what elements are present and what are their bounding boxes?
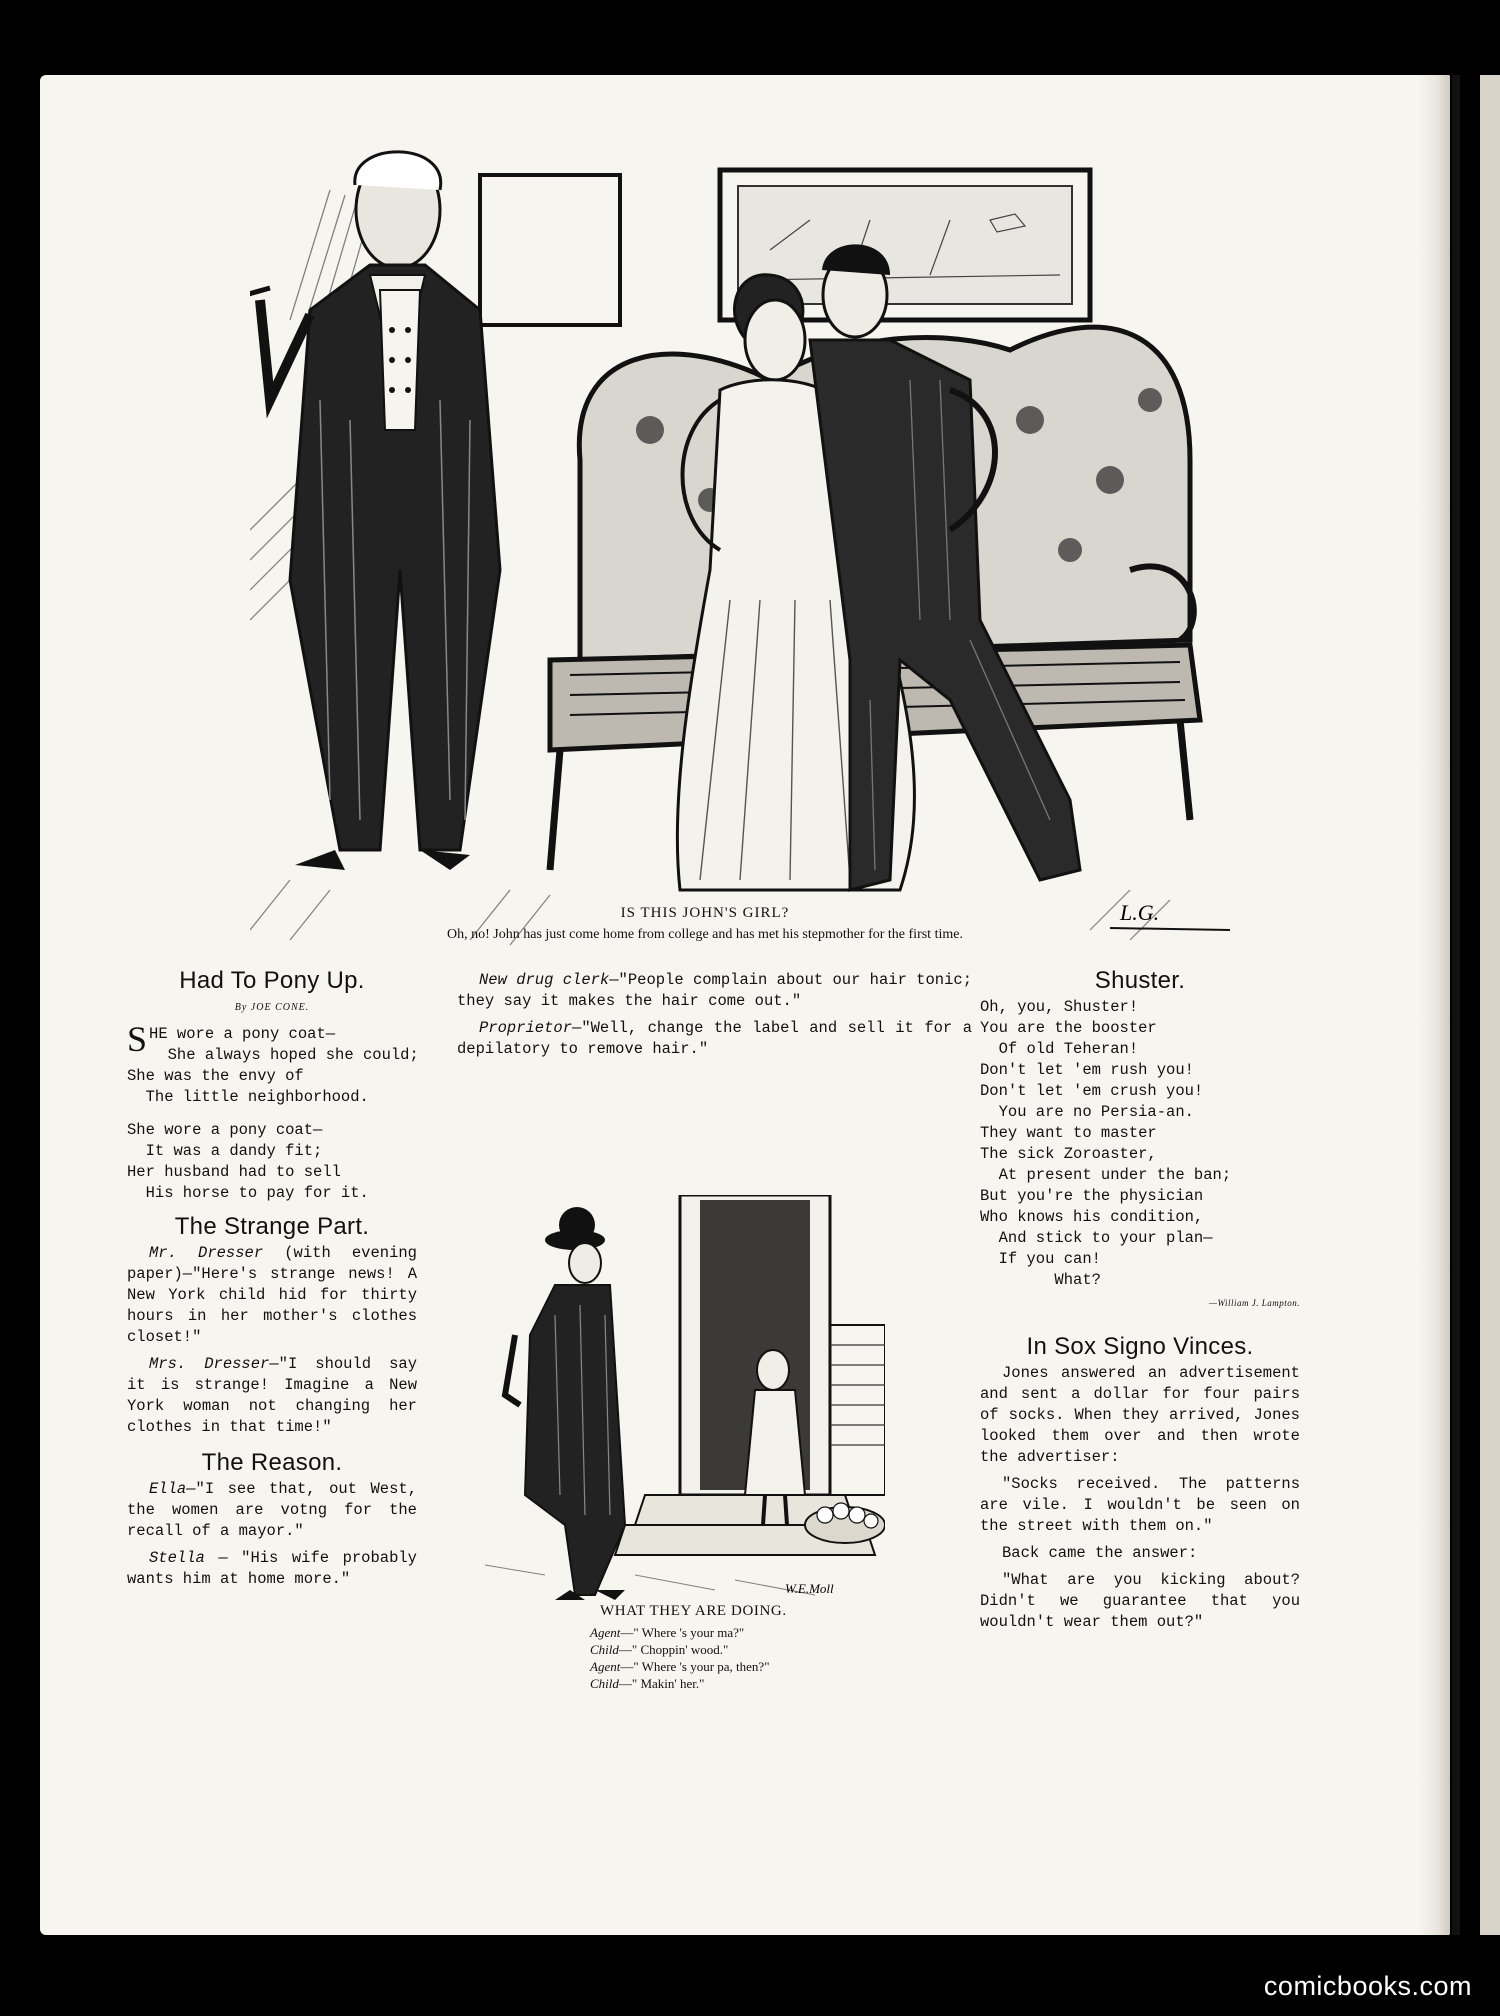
dialogue-text: —" Makin' her." bbox=[618, 1676, 705, 1691]
verse-line: But you're the physician bbox=[980, 1187, 1204, 1205]
verse-line: What? bbox=[980, 1271, 1101, 1289]
poem-shuster-lines bbox=[980, 997, 1300, 1291]
page-edge-shadow bbox=[1418, 75, 1450, 1935]
main-illustration bbox=[250, 100, 1250, 970]
story-paragraph: Jones answered an advertisement and sent a dollar for four pairs of socks. When they arrived, Jones looked them over and then wrote the advertiser: bbox=[980, 1364, 1300, 1466]
joke-heading-reason: The Reason. bbox=[201, 1449, 343, 1476]
verse-line: HE wore a pony coat— bbox=[149, 1025, 336, 1043]
verse-line: She was the envy of bbox=[127, 1067, 304, 1085]
wall-frame-left bbox=[480, 175, 620, 325]
speaker-name: Stella bbox=[149, 1549, 205, 1567]
poem-byline: By JOE CONE. bbox=[234, 1002, 310, 1013]
left-column bbox=[127, 967, 419, 1596]
dialogue-text: —"I see that, out West, the women are votng for the recall of a mayor." bbox=[127, 1480, 417, 1540]
speaker-name: New drug clerk bbox=[479, 971, 610, 989]
story-heading-sox: In Sox Signo Vinces. bbox=[1026, 1333, 1254, 1360]
small-artist-signature: W.E.Moll bbox=[785, 1581, 834, 1596]
joke-paragraph bbox=[127, 1243, 417, 1348]
caption-line bbox=[590, 1675, 770, 1692]
poem-stanza-2 bbox=[127, 1120, 417, 1204]
story-paragraph: Back came the answer: bbox=[1002, 1544, 1198, 1562]
dialogue-text: —" Where 's your ma?" bbox=[620, 1625, 745, 1640]
next-page-edge bbox=[1452, 75, 1460, 1935]
doorstep-illustration bbox=[485, 1195, 885, 1605]
caption-line bbox=[590, 1658, 770, 1675]
small-caption-dialogue bbox=[590, 1624, 770, 1692]
joke-heading-strange-part: The Strange Part. bbox=[174, 1213, 370, 1240]
dialogue-text: — "His wife probably wants him at home more." bbox=[127, 1549, 417, 1588]
dialogue-text: —"People complain about our hair tonic; they say it makes the hair come out." bbox=[457, 971, 972, 1010]
right-column bbox=[980, 967, 1300, 1639]
speaker-name: Child bbox=[590, 1642, 619, 1657]
poem-signature: —William J. Lampton. bbox=[1208, 1298, 1300, 1308]
verse-line: Who knows his condition, bbox=[980, 1208, 1204, 1226]
verse-line: Oh, you, Shuster! bbox=[980, 998, 1139, 1016]
speaker-name: Child bbox=[590, 1676, 619, 1691]
verse-line: They want to master bbox=[980, 1124, 1157, 1142]
poem-heading-pony: Had To Pony Up. bbox=[179, 967, 365, 994]
joke-paragraph bbox=[457, 970, 972, 1012]
verse-line: His horse to pay for it. bbox=[127, 1184, 369, 1202]
doorstep-scene-drawing bbox=[485, 1195, 885, 1605]
verse-line: The little neighborhood. bbox=[127, 1088, 369, 1106]
poem-stanza-1 bbox=[127, 1019, 419, 1108]
joke-paragraph bbox=[127, 1548, 417, 1590]
caption-line bbox=[590, 1624, 770, 1641]
speaker-name: Agent bbox=[590, 1625, 621, 1640]
verse-line: The sick Zoroaster, bbox=[980, 1145, 1157, 1163]
verse-line: You are the booster bbox=[980, 1019, 1157, 1037]
speaker-name: Mrs. Dresser bbox=[149, 1355, 270, 1373]
dialogue-text: —"Well, change the label and sell it for a depilatory to remove hair." bbox=[457, 1019, 972, 1058]
verse-line: She always hoped she could; bbox=[149, 1046, 419, 1064]
dialogue-text: —" Choppin' wood." bbox=[618, 1642, 729, 1657]
poem-heading-shuster: Shuster. bbox=[1094, 967, 1186, 994]
dialogue-text: (with evening paper)—"Here's strange news! A New York child hid for thirty hours in her mother's clothes closet!" bbox=[127, 1244, 417, 1346]
speaker-name: Ella bbox=[149, 1480, 187, 1498]
verse-line: You are no Persia-an. bbox=[980, 1103, 1194, 1121]
story-paragraph: "What are you kicking about? Didn't we guarantee that you wouldn't wear them out?" bbox=[980, 1571, 1300, 1631]
story-paragraph: "Socks received. The patterns are vile. I wouldn't be seen on the street with them on." bbox=[980, 1475, 1300, 1535]
verse-line: Don't let 'em rush you! bbox=[980, 1061, 1194, 1079]
site-watermark: comicbooks.com bbox=[1263, 1971, 1472, 2001]
caption-line bbox=[590, 1641, 770, 1658]
next-page-strip bbox=[1480, 75, 1500, 1935]
main-artist-signature: L.G. bbox=[1120, 900, 1160, 925]
verse-line: At present under the ban; bbox=[980, 1166, 1232, 1184]
verse-line: And stick to your plan— bbox=[980, 1229, 1213, 1247]
speaker-name: Mr. Dresser bbox=[149, 1244, 264, 1262]
parlor-scene-drawing bbox=[250, 100, 1250, 970]
main-caption-text: Oh, no! John has just come home from college and has met his stepmother for the first time. bbox=[447, 927, 963, 942]
verse-line: It was a dandy fit; bbox=[127, 1142, 323, 1160]
figure-father bbox=[250, 152, 500, 870]
speaker-name: Agent bbox=[590, 1659, 621, 1674]
verse-line: She wore a pony coat— bbox=[127, 1121, 323, 1139]
verse-line: If you can! bbox=[980, 1250, 1101, 1268]
small-caption-title: WHAT THEY ARE DOING. bbox=[600, 1603, 787, 1619]
joke-paragraph bbox=[127, 1354, 417, 1438]
joke-paragraph bbox=[127, 1479, 417, 1542]
verse-line: Her husband had to sell bbox=[127, 1163, 341, 1181]
middle-column bbox=[457, 970, 972, 1066]
verse-line: Of old Teheran! bbox=[980, 1040, 1139, 1058]
verse-line: Don't let 'em crush you! bbox=[980, 1082, 1204, 1100]
drop-cap-letter: S bbox=[127, 1019, 148, 1059]
speaker-name: Proprietor bbox=[479, 1019, 573, 1037]
joke-paragraph bbox=[457, 1018, 972, 1060]
main-caption-title: IS THIS JOHN'S GIRL? bbox=[620, 905, 790, 921]
dialogue-text: —"I should say it is strange! Imagine a New York woman not changing her clothes in that time!" bbox=[127, 1355, 417, 1436]
figure-agent bbox=[505, 1207, 625, 1600]
dialogue-text: —" Where 's your pa, then?" bbox=[620, 1659, 770, 1674]
